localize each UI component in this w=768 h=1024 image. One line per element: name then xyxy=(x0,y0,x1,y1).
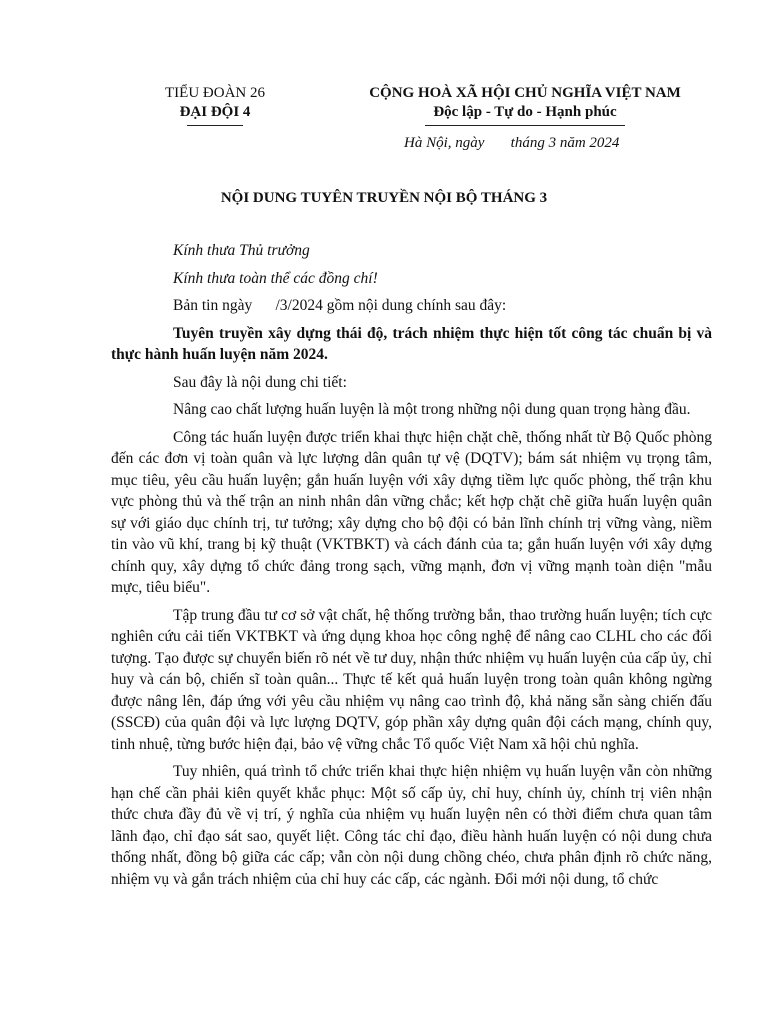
motto-underline xyxy=(425,125,625,126)
paragraph: Tuy nhiên, quá trình tổ chức triển khai thực hiện nhiệm vụ huấn luyện vẫn còn những hạn chế cần phải kiên quyết khắc phục: Một số cấp ủy, chỉ huy, chính ủy, chính trị viên nhận thức chưa đầy đủ về vị trí, ý nghĩa của nhiệm vụ huấn luyện nên có thời điểm chưa quan tâm lãnh đạo, chỉ đạo sát sao, quyết liệt. Công tác chỉ đạo, điều hành huấn luyện có nội dung chưa thống nhất, đồng bộ giữa các cấp; vẫn còn nội dung chồng chéo, chưa phân định rõ chức năng, nhiệm vụ và gắn trách nhiệm của chỉ huy các cấp, các ngành. Đổi mới nội dung, tổ chức xyxy=(111,763,712,888)
national-header-block xyxy=(330,84,720,126)
unit-name: TIỂU ĐOÀN 26 xyxy=(165,85,265,101)
bulletin-intro: Bản tin ngày /3/2024 gồm nội dung chính sau đây: xyxy=(173,297,507,314)
country-name: CỘNG HOÀ XÃ HỘI CHỦ NGHĨA VIỆT NAM xyxy=(369,85,681,101)
greeting-commander: Kính thưa Thủ trưởng xyxy=(173,242,310,259)
paragraph: Công tác huấn luyện được triển khai thực hiện chặt chẽ, thống nhất từ Bộ Quốc phòng đến các đơn vị toàn quân và lực lượng dân quân tự vệ (DQTV); bám sát nhiệm vụ trọng tâm, mục tiêu, yêu cầu huấn luyện; gắn huấn luyện với xây dựng tiềm lực quốc phòng, thế trận khu vực phòng thủ và thế trận an ninh nhân dân vững chắc; kết hợp chặt chẽ giữa huấn luyện quân sự với giáo dục chính trị, tư tưởng; xây dựng cho bộ đội có bản lĩnh chính trị vững vàng, niềm tin vào vũ khí, trang bị kỹ thuật (VKTBKT) và cách đánh của ta; gắn huấn luyện với xây dựng chính quy, xây dựng tổ chức đảng trong sạch, vững mạnh, đơn vị vững mạnh toàn diện "mẫu mực, tiêu biểu". xyxy=(111,428,712,596)
subunit-name: ĐẠI ĐỘI 4 xyxy=(179,104,251,120)
paragraph: Tập trung đầu tư cơ sở vật chất, hệ thống trường bắn, thao trường huấn luyện; tích cực nghiên cứu cải tiến VKTBKT và ứng dụng khoa học công nghệ để nâng cao CLHL cho các đối tượng. Tạo được sự chuyển biến rõ nét về tư duy, nhận thức nhiệm vụ huấn luyện của cấp ủy, chỉ huy và cán bộ, chiến sĩ toàn quân... Thực tế kết quả huấn luyện trong toàn quân không ngừng được nâng lên, đáp ứng với yêu cầu nhiệm vụ nâng cao trình độ, khả năng sẵn sàng chiến đấu (SSCĐ) của quân đội và lực lượng DQTV, góp phần xây dựng quân đội cách mạng, chính quy, tinh nhuệ, từng bước hiện đại, bảo vệ vững chắc Tổ quốc Việt Nam xã hội chủ nghĩa. xyxy=(111,606,712,753)
national-motto: Độc lập - Tự do - Hạnh phúc xyxy=(433,104,617,120)
paragraph: Nâng cao chất lượng huấn luyện là một trong những nội dung quan trọng hàng đầu. xyxy=(173,401,691,418)
place-and-date: Hà Nội, ngày tháng 3 năm 2024 xyxy=(404,135,620,151)
details-lead: Sau đây là nội dung chi tiết: xyxy=(173,373,347,391)
bulletin-headline: Tuyên truyền xây dựng thái độ, trách nhiệm thực hiện tốt công tác chuẩn bị và thực hành huấn luyện năm 2024. xyxy=(111,324,712,363)
greeting-comrades: Kính thưa toàn thể các đồng chí! xyxy=(173,269,378,287)
document-title: NỘI DUNG TUYÊN TRUYỀN NỘI BỘ THÁNG 3 xyxy=(220,190,548,206)
document-body xyxy=(111,240,712,896)
unit-underline xyxy=(187,125,243,126)
issuing-unit-block xyxy=(130,84,300,126)
